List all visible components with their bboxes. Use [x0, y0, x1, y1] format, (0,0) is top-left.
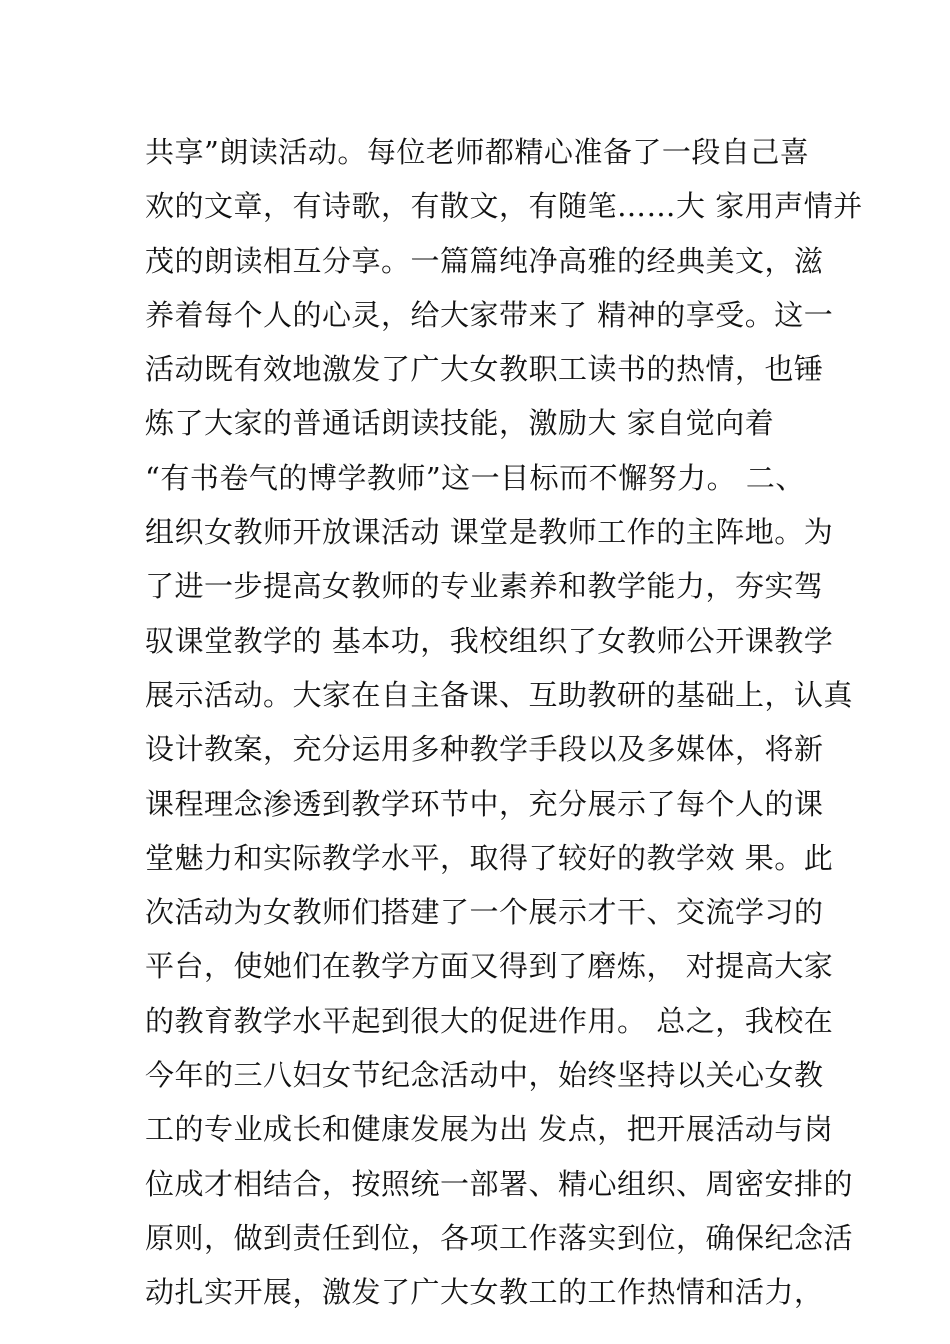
text-line: 课程理念渗透到教学环节中，充分展示了每个人的课 [145, 786, 824, 821]
text-line: 组织女教师开放课活动 课堂是教师工作的主阵地。为 [145, 515, 834, 550]
text-line: 动扎实开展，激发了广大女教工的工作热情和活力， [145, 1275, 824, 1310]
text-line: 了进一步提高女教师的专业素养和教学能力，夯实驾 [145, 569, 824, 604]
text-line: 今年的三八妇女节纪念活动中，始终坚持以关心女教 [145, 1058, 824, 1093]
text-line: 共享”朗读活动。每位老师都精心准备了一段自己喜 [145, 135, 810, 169]
text-line: 驭课堂教学的 基本功，我校组织了女教师公开课教学 [145, 623, 834, 658]
text-line: 炼了大家的普通话朗读技能，激励大 家自觉向着 [145, 406, 775, 441]
text-line: 养着每个人的心灵，给大家带来了 精神的享受。这一 [145, 297, 834, 332]
text-line: 的教育教学水平起到很大的促进作用。 总之，我校在 [145, 1003, 834, 1038]
text-line: 欢的文章，有诗歌，有散文，有随笔……大 家用声情并 [145, 189, 863, 224]
body-text [145, 125, 863, 1320]
text-line: 设计教案，充分运用多种教学手段以及多媒体，将新 [145, 732, 824, 767]
text-line: 工的专业成长和健康发展为出 发点，把开展活动与岗 [145, 1112, 834, 1147]
text-line: 堂魅力和实际教学水平，取得了较好的教学效 果。此 [145, 840, 834, 875]
text-line: 活动既有效地激发了广大女教职工读书的热情，也锤 [145, 352, 824, 387]
text-line: 原则，做到责任到位，各项工作落实到位，确保纪念活 [145, 1220, 854, 1255]
text-line: “有书卷气的博学教师”这一目标而不懈努力。 二、 [145, 460, 805, 495]
text-line: 位成才相结合，按照统一部署、精心组织、周密安排的 [145, 1166, 854, 1201]
text-line: 平台，使她们在教学方面又得到了磨炼， 对提高大家 [145, 949, 834, 984]
text-line: 茂的朗读相互分享。一篇篇纯净高雅的经典美文，滋 [145, 243, 824, 278]
text-line: 次活动为女教师们搭建了一个展示才干、交流学习的 [145, 895, 824, 930]
text-line: 展示活动。大家在自主备课、互助教研的基础上，认真 [145, 677, 854, 712]
